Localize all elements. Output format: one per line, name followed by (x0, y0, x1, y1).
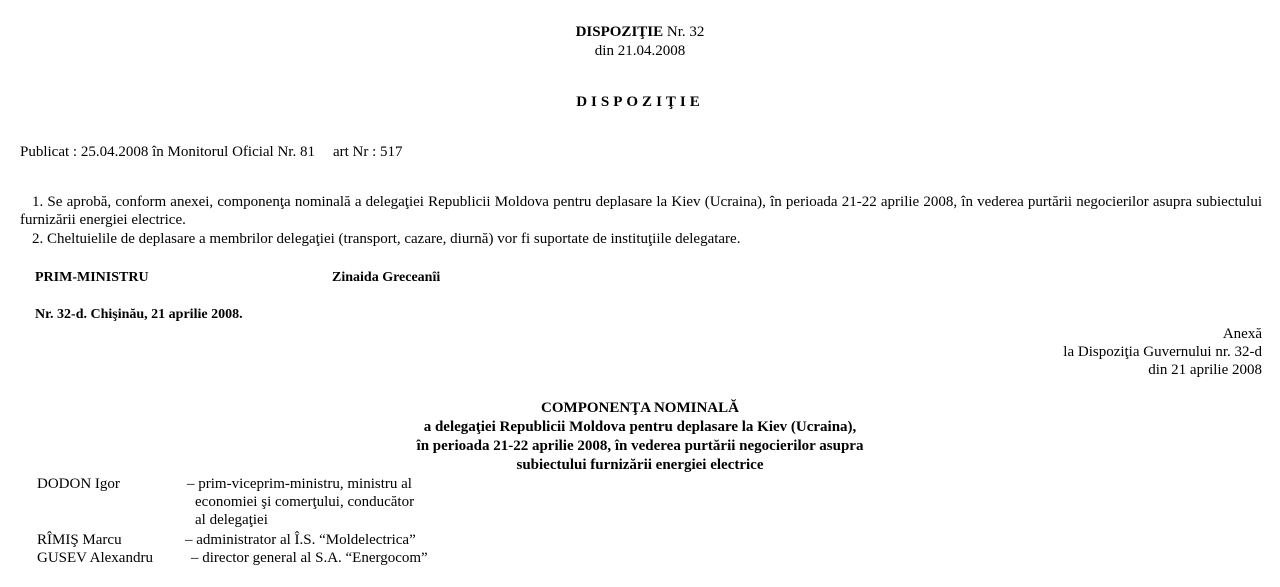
member-role (187, 475, 447, 529)
composition-subtitle: a delegaţiei Republicii Moldova pentru deplasare la Kiev (Ucraina), (423, 419, 857, 435)
annex-line: la Dispoziţia Guvernului nr. 32-d (1063, 344, 1262, 360)
member-role-line: economiei şi comerţului, conducător (195, 494, 415, 510)
composition-subtitle: subiectului furnizării energiei electrice (516, 457, 764, 473)
member-role: – director general al S.A. “Energocom” (191, 550, 428, 566)
document-date: din 21.04.2008 (594, 43, 686, 59)
paragraph-1: 1. Se aprobă, conform anexei, componenţa nominală a delegaţiei Republicii Moldova pentru deplasare la Kiev (Ucraina), în perioada 21-22 aprilie 2008, în vederea purtării negocierilor asupra subiectului furnizării energiei electrice. (20, 194, 1262, 228)
document-title-label: DISPOZIŢIE (575, 24, 664, 40)
member-role-line: – prim-viceprim-ministru, ministru al (187, 476, 412, 492)
order-number: Nr. 32-d. Chişinău, 21 aprilie 2008. (35, 307, 243, 322)
article-number: art Nr : 517 (332, 144, 403, 160)
member-name: DODON Igor (37, 476, 120, 492)
publication-info (20, 143, 403, 161)
annex-reference (1063, 325, 1262, 379)
composition-title: COMPONENŢA NOMINALĂ (541, 400, 739, 416)
signature-name: Zinaida Greceanîi (332, 270, 441, 285)
paragraph-2: 2. Cheltuielile de deplasare a membrilor delegaţiei (transport, cazare, diurnă) vor fi suportate de instituţiile delegatare. (32, 231, 741, 247)
signature-role: PRIM-MINISTRU (35, 270, 149, 285)
member-name: GUSEV Alexandru (37, 550, 153, 566)
annex-line: Anexă (1222, 326, 1262, 342)
member-role-line: al delegaţiei (195, 512, 268, 528)
document-title (0, 23, 1280, 41)
annex-line: din 21 aprilie 2008 (1148, 362, 1262, 378)
document-heading: DISPOZIŢIE (576, 94, 704, 110)
publication-text: Publicat : 25.04.2008 în Monitorul Oficial Nr. 81 (20, 144, 315, 160)
member-role: – administrator al Î.S. “Moldelectrica” (185, 532, 416, 548)
document-title-number: Nr. 32 (663, 24, 705, 40)
composition-subtitle: în perioada 21-22 aprilie 2008, în vederea purtării negocierilor asupra (416, 438, 864, 454)
member-name: RÎMIŞ Marcu (37, 532, 122, 548)
